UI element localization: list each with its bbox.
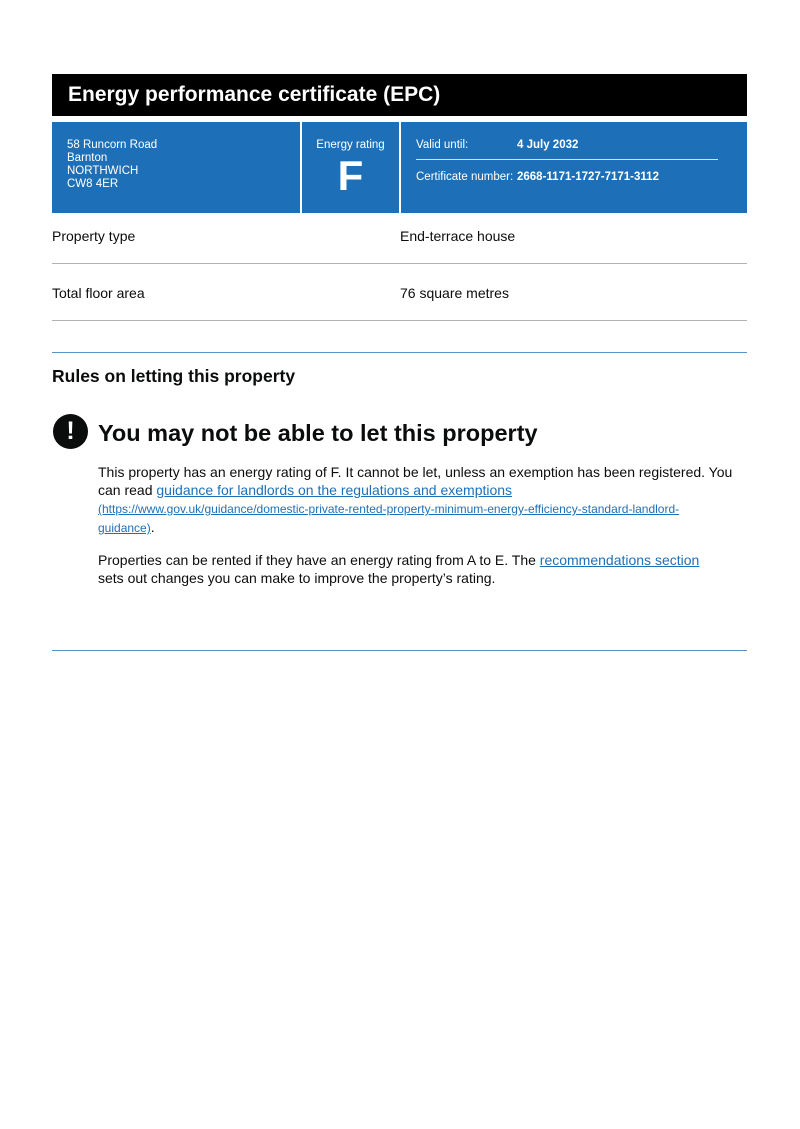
property-type-label: Property type	[52, 228, 136, 244]
guidance-url-line-2[interactable]: guidance)	[98, 521, 151, 535]
certificate-divider	[416, 159, 718, 160]
floor-area-value: 76 square metres	[400, 285, 509, 301]
page-title: Energy performance certificate (EPC)	[52, 74, 747, 116]
address-line-3: NORTHWICH	[67, 165, 139, 177]
para1-text: This property has an energy rating of F. It cannot be let, unless an exemption has been registered. You can read	[98, 464, 733, 498]
valid-until-value: 4 July 2032	[517, 139, 579, 151]
certificate-block	[401, 122, 747, 213]
exclamation-icon: !	[53, 414, 88, 449]
section-divider	[52, 650, 747, 651]
address-line-1: 58 Runcorn Road	[67, 139, 158, 151]
certificate-number-label: Certificate number:	[416, 171, 514, 183]
energy-rating-label: Energy rating	[316, 139, 385, 151]
energy-rating-letter: F	[337, 152, 364, 199]
para2-text: Properties can be rented if they have an energy rating from A to E. The	[98, 552, 540, 568]
address-line-2: Barnton	[67, 152, 108, 164]
rating-range-paragraph	[98, 551, 748, 587]
warning-heading: You may not be able to let this property	[98, 420, 538, 446]
para1-end: .	[150, 519, 155, 535]
guidance-url-line-1[interactable]: (https://www.gov.uk/guidance/domestic-private-rented-property-minimum-energy-efficiency-standard-landlord-	[98, 502, 680, 516]
energy-rating-block	[302, 122, 399, 213]
property-type-value: End-terrace house	[400, 228, 516, 244]
letting-rules-paragraph	[98, 463, 748, 537]
valid-until-label: Valid until:	[416, 139, 469, 151]
rules-heading: Rules on letting this property	[52, 366, 296, 386]
floor-area-label: Total floor area	[52, 285, 145, 301]
para2-end: sets out changes you can make to improve the property’s rating.	[98, 570, 496, 586]
section-divider	[52, 352, 747, 353]
epc-summary-panel	[52, 122, 747, 213]
address-line-4: CW8 4ER	[67, 178, 119, 190]
certificate-number-value: 2668-1171-1727-7171-3112	[517, 171, 659, 183]
address-block	[52, 122, 300, 213]
row-divider	[52, 263, 747, 264]
landlord-guidance-link[interactable]: guidance for landlords on the regulations and exemptions	[156, 482, 513, 498]
recommendations-link[interactable]: recommendations section	[539, 552, 700, 568]
row-divider	[52, 320, 747, 321]
